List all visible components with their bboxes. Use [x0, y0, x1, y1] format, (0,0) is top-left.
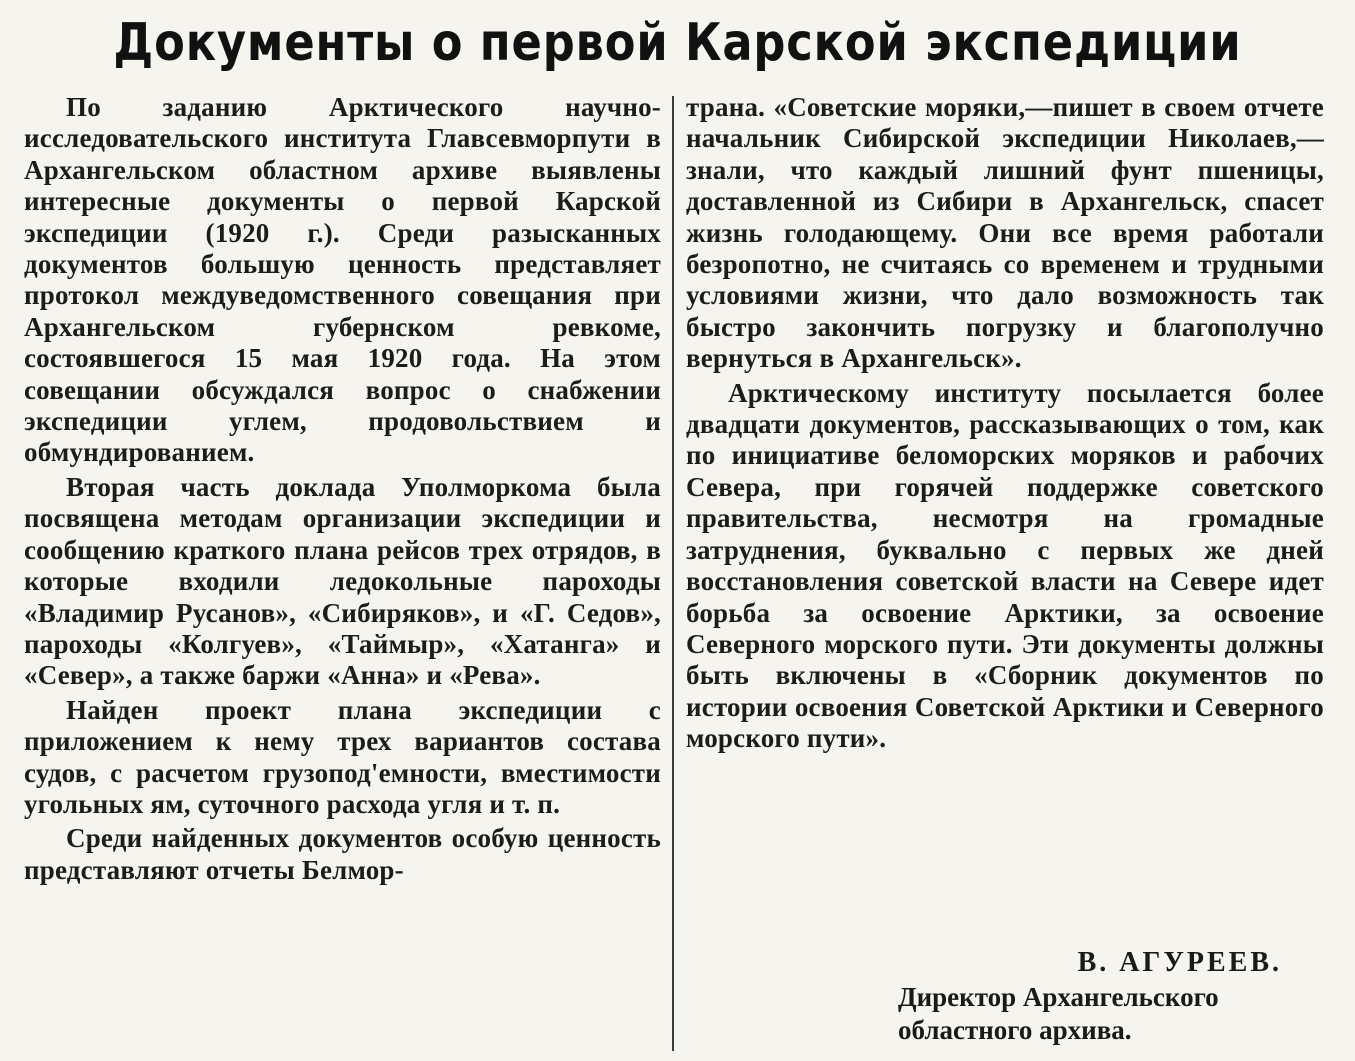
paragraph-continuation: трана. «Советские моряки,—пишет в своем отчете начальник Сибирской экспедиции Николаев,—знали, что каждый лишний фунт пшеницы, доставленной из Сибири в Архангельск, спасет жизнь голодающему. Они все время работали безропотно, не считаясь со временем и трудными условиями жизни, что дало возможность так быстро закончить погрузку и благополучно вернуться в Архангельск».: [686, 92, 1324, 374]
column-divider: [672, 96, 674, 1051]
paragraph: Найден проект плана экспедиции с приложением к нему трех вариантов состава судов, с расчетом грузопод'емности, вместимости угольных ям, суточного расхода угля и т. п.: [24, 694, 661, 819]
signature-block: [820, 946, 1290, 1046]
author-name: В. АГУРЕЕВ.: [1077, 947, 1282, 978]
paragraph: Вторая часть доклада Уполморкома была посвящена методам организации экспедиции и сообщению краткого плана рейсов трех отрядов, в которые входили ледокольные пароходы «Владимир Русанов», «Сибиряков», и «Г. Седов», пароходы «Колгуев», «Таймыр», «Хатанга» и «Север», а также баржи «Анна» и «Рева».: [24, 471, 661, 691]
paragraph: Арктическому институту посылается более двадцати документов, рассказывающих о том, как по инициативе беломорских моряков и рабочих Севера, при горячей поддержке советского правительства, несмотря на громадные затруднения, буквально с первых же дней восстановления советской власти на Севере идет борьба за освоение Арктики, за освоение Северного морского пути. Эти документы должны быть включены в «Сборник документов по истории освоения Советской Арктики и Северного морского пути».: [686, 377, 1324, 754]
paragraph: Среди найденных документов особую ценность представляют отчеты Белмор-: [24, 823, 661, 885]
left-column: [24, 92, 661, 886]
author-title-line-1: Директор Архангельского: [898, 982, 1219, 1012]
article-title: Документы о первой Карской экспедиции: [113, 13, 1242, 73]
paragraph: По заданию Арктического научно-исследовательского института Главсевморпути в Архангельском областном архиве выявлены интересные документы о первой Карской экспедиции (1920 г.). Среди разысканных документов большую ценность представляет протокол междуведомственного совещания при Архангельском губернском ревкоме, состоявшегося 15 мая 1920 года. На этом совещании обсуждался вопрос о снабжении экспедиции углем, продовольствием и обмундированием.: [24, 92, 661, 468]
author-title-line-2: областного архива.: [898, 1015, 1132, 1045]
right-column: [686, 92, 1324, 755]
